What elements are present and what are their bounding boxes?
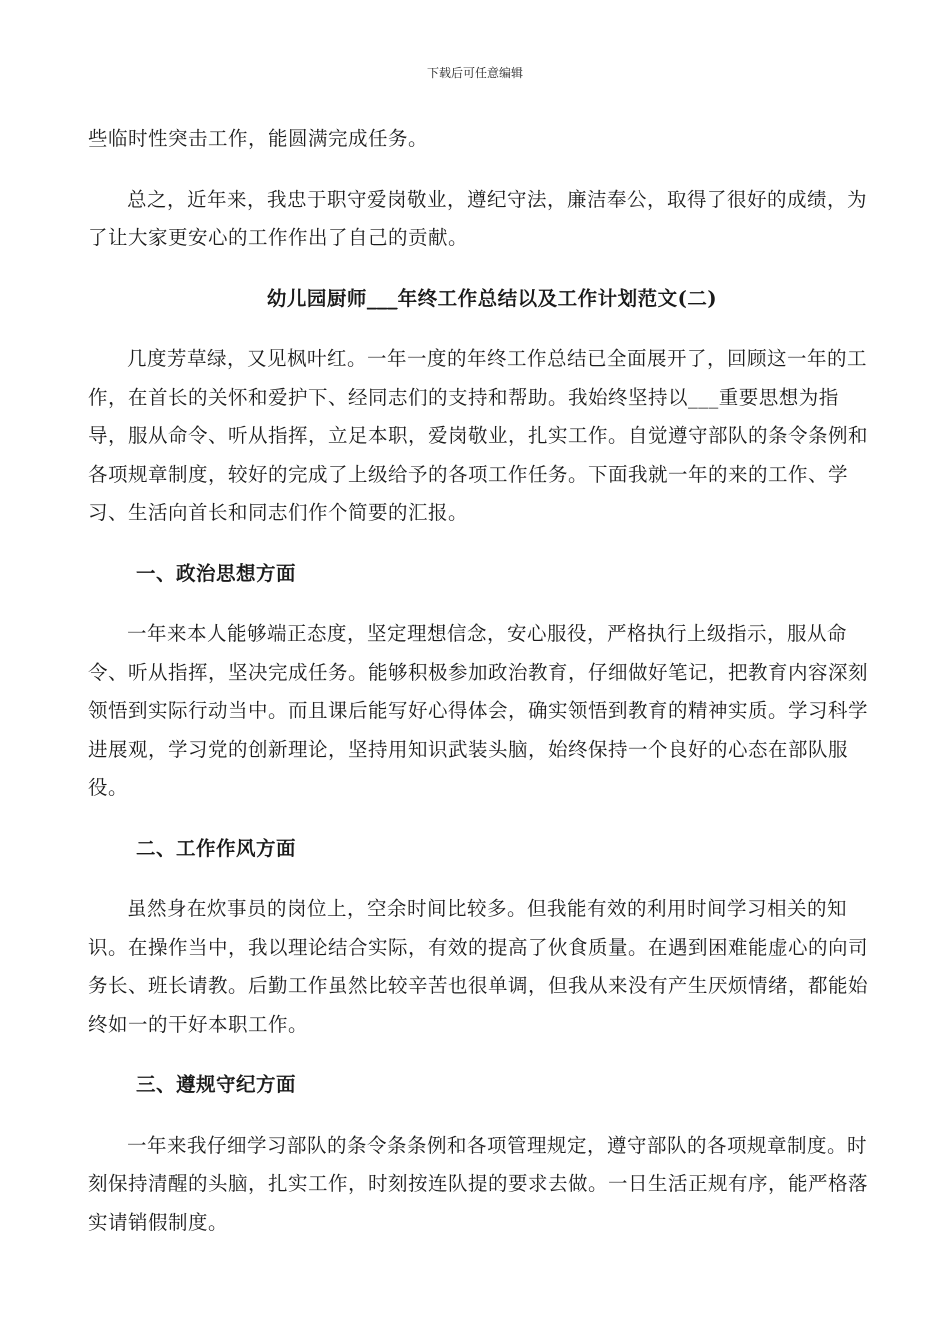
page-header: 下载后可任意编辑 (426, 66, 523, 80)
section-heading: 一、政治思想方面 (136, 561, 297, 585)
title-part: 年终工作总结以及工作计划范文(二) (397, 286, 718, 310)
document-body (88, 120, 878, 1264)
section-heading: 二、工作作风方面 (136, 836, 297, 860)
paragraph: 几度芳草绿，又见枫叶红。一年一度的年终工作总结已全面展开了，回顾这一年的工作，在首长的关怀和爱护下、经同志们的支持和帮助。我始终坚持以___重要思想为指导，服从命令、听从指挥，立足本职，爱岗敬业，扎实工作。自觉遵守部队的条令条例和各项规章制度，较好的完成了上级给予的各项工作任务。下面我就一年的来的工作、学习、生活向首长和同志们作个简要的汇报。 (88, 347, 869, 524)
paragraph: 一年来本人能够端正态度，坚定理想信念，安心服役，严格执行上级指示，服从命令、听从指挥，坚决完成任务。能够积极参加政治教育，仔细做好笔记，把教育内容深刻领悟到实际行动当中。而且课后能写好心得体会，确实领悟到教育的精神实质。学习科学进展观，学习党的创新理论，坚持用知识武装头脑，始终保持一个良好的心态在部队服役。 (88, 622, 869, 799)
paragraph: 总之，近年来，我忠于职守爱岗敬业，遵纪守法，廉洁奉公，取得了很好的成绩，为了让大家更安心的工作作出了自己的贡献。 (88, 187, 868, 249)
title-blank: ___ (366, 286, 398, 310)
paragraph: 虽然身在炊事员的岗位上，空余时间比较多。但我能有效的利用时间学习相关的知识。在操作当中，我以理论结合实际，有效的提高了伙食质量。在遇到困难能虚心的向司务长、班长请教。后勤工作虽然比较辛苦也很单调，但我从来没有产生厌烦情绪，都能始终如一的干好本职工作。 (88, 897, 869, 1036)
paragraph: 些临时性突击工作，能圆满完成任务。 (88, 127, 429, 150)
document-title (88, 280, 878, 319)
section-heading: 三、遵规守纪方面 (136, 1073, 297, 1096)
paragraph: 一年来我仔细学习部队的条令条条例和各项管理规定，遵守部队的各项规章制度。时刻保持清醒的头脑，扎实工作，时刻按连队提的要求去做。一日生活正规有序，能严格落实请销假制度。 (88, 1133, 869, 1234)
title-part: 幼儿园厨师 (266, 286, 367, 310)
